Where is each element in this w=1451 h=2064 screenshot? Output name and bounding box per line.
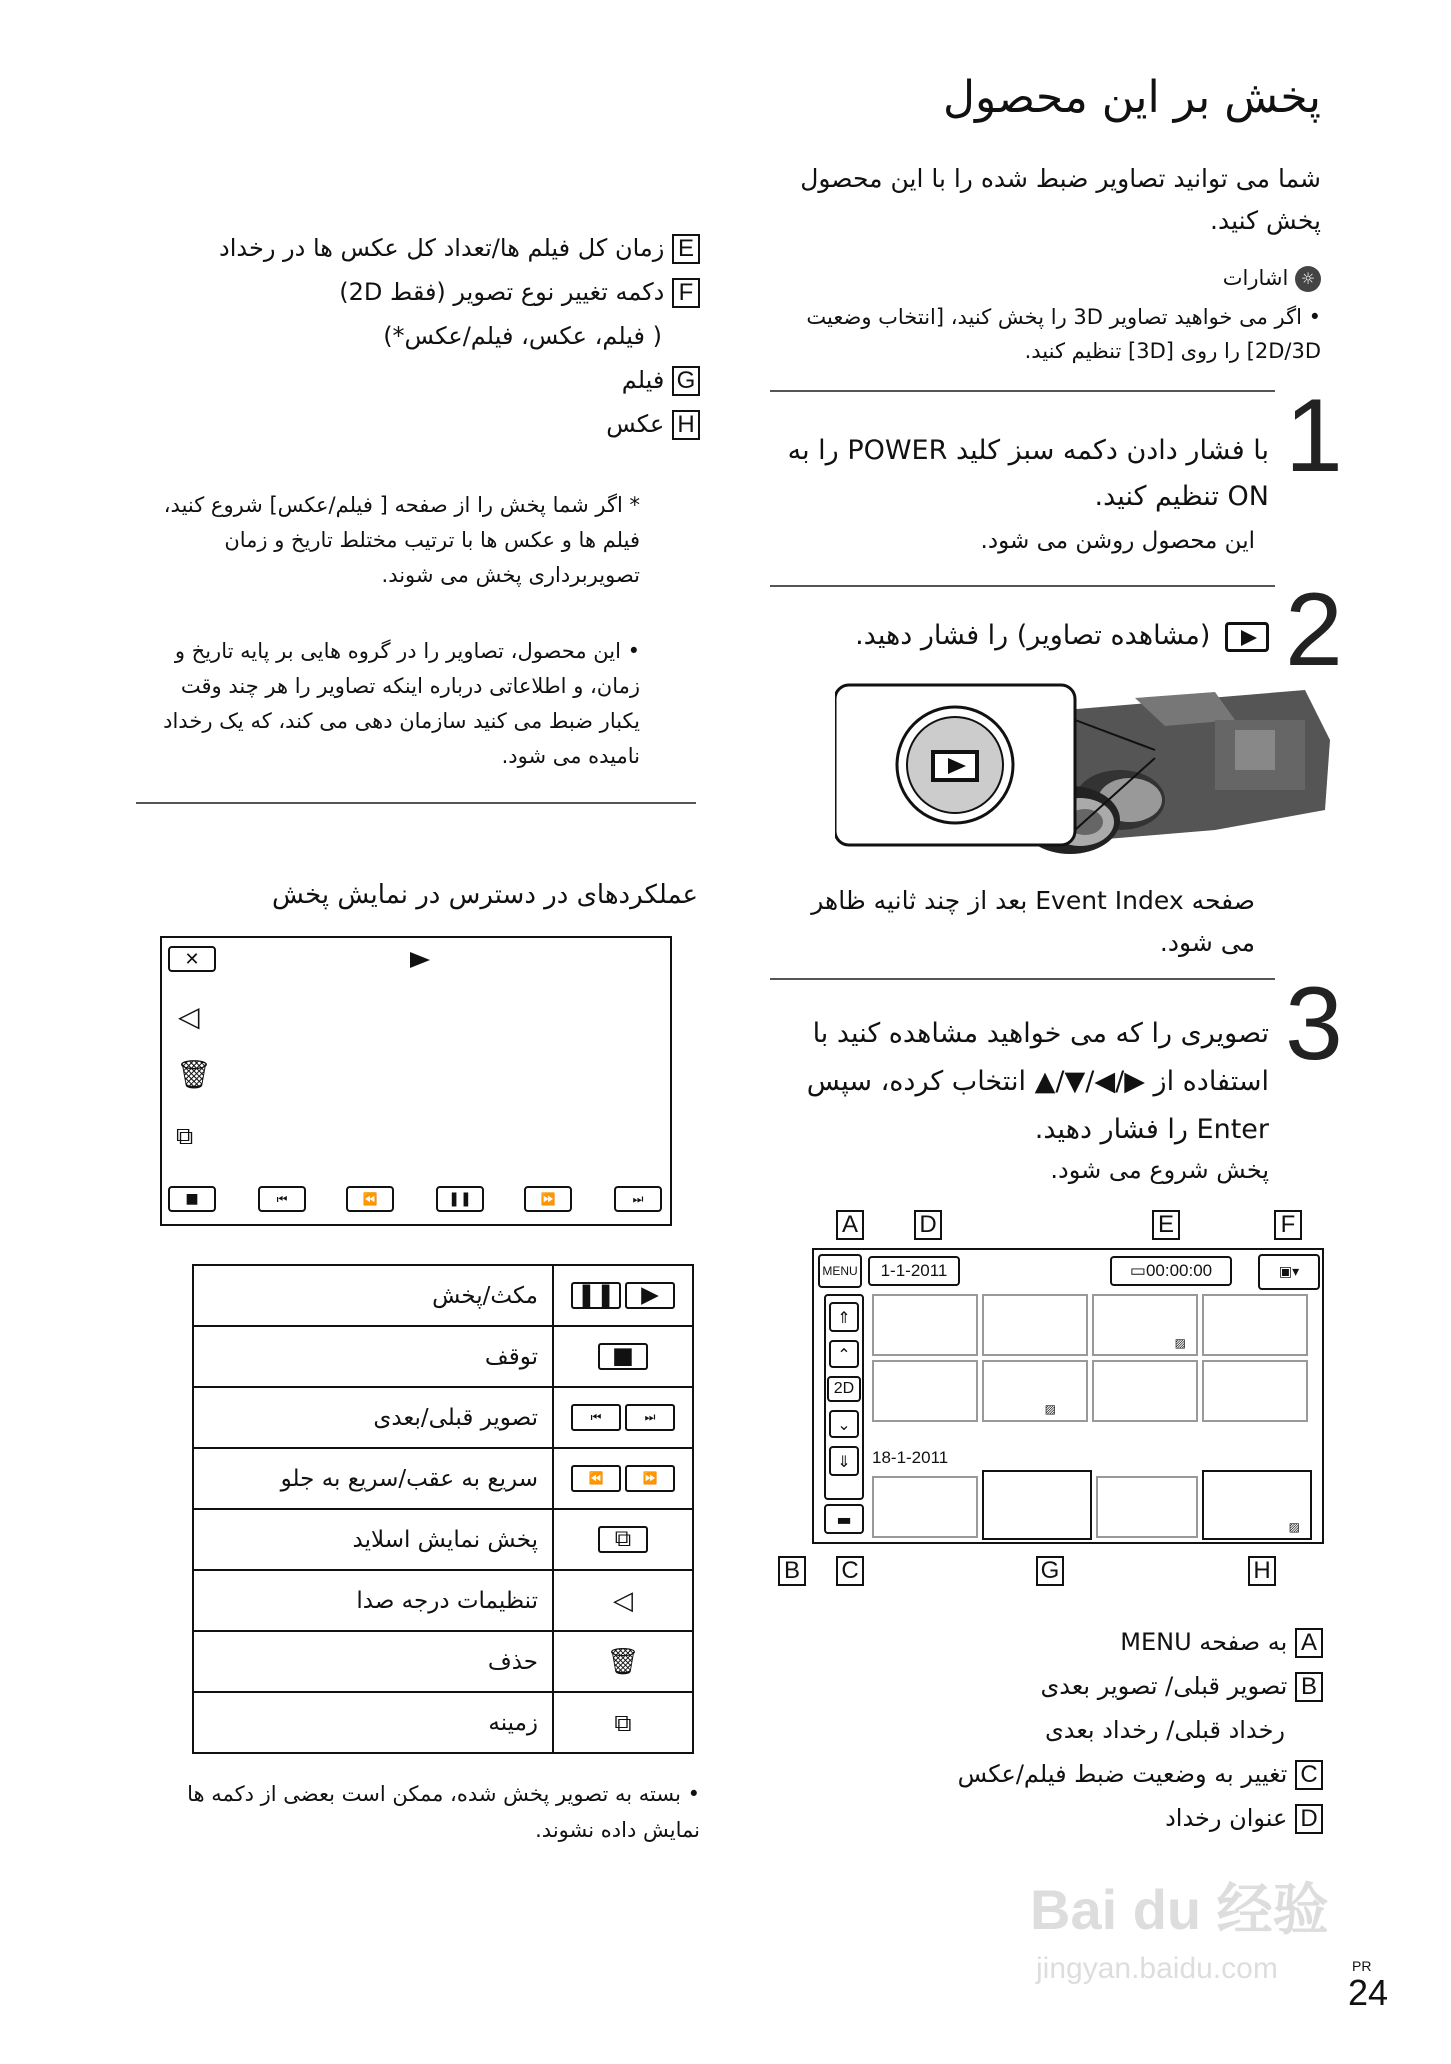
film-photo-icon: ▣▾ [1278, 1264, 1300, 1280]
callout-c: C [836, 1556, 864, 1586]
watermark-url: jingyan.baidu.com [1036, 1952, 1278, 1985]
2d-button[interactable]: 2D [827, 1376, 861, 1402]
prev-button[interactable] [258, 1186, 306, 1212]
photo-icon: ▨ [1288, 1520, 1300, 1534]
total-time [1110, 1256, 1232, 1286]
legend-letter: A [1295, 1628, 1323, 1658]
table-row [193, 1631, 693, 1692]
thumbnail[interactable] [1202, 1294, 1308, 1356]
photo-icon: ▨ [1044, 1402, 1056, 1416]
step2-number: 2 [1285, 572, 1343, 688]
legend-item [803, 1708, 1285, 1752]
step3-number: 3 [1285, 966, 1343, 1082]
pause-icon: ❚❚ [448, 1191, 472, 1207]
page-number: 24 [1348, 1972, 1389, 2013]
legend-letter: D [1295, 1804, 1323, 1834]
step1-number: 1 [1285, 378, 1343, 494]
pause-play-icon: ❚❚ ▶ [553, 1265, 693, 1326]
bullet: • [1301, 305, 1321, 329]
thumbnail[interactable] [1202, 1470, 1312, 1540]
callout-e: E [1152, 1210, 1180, 1240]
callout-b: B [778, 1556, 806, 1586]
table-label: زمینه [193, 1692, 553, 1753]
thumbnail[interactable] [1202, 1360, 1308, 1422]
chevron-down-icon: ⌄ [837, 1414, 851, 1434]
legend-text: تصویر قبلی/ تصویر بعدی [1040, 1672, 1288, 1700]
hint-text: اگر می خواهید تصاویر 3D را پخش کنید، [انتخاب وضعیت 2D/3D] را روی [3D] تنظیم کنید. [806, 305, 1321, 363]
legend-letter: F [672, 278, 700, 308]
legend-item [140, 358, 700, 402]
legend-text: تغییر به وضعیت ضبط فیلم/عکس [957, 1760, 1288, 1788]
prev-image-button[interactable] [829, 1340, 859, 1368]
event-title: 1-1-2011 [868, 1256, 960, 1286]
callout-h: H [1248, 1556, 1276, 1586]
note-text: این محصول، تصاویر را در گروه هایی بر پایه تاریخ و زمان، و اطلاعاتی درباره اینکه تصاویر را هر چند وقت یکبار ضبط می کنید سازمان دهی می کند، که یک رخداد نامیده می شود. [163, 639, 640, 768]
close-button[interactable] [168, 946, 216, 972]
legend-text: عنوان رخداد [1165, 1804, 1288, 1832]
slideshow-icon: ⧉ [553, 1509, 693, 1570]
note-asterisk [150, 488, 640, 593]
volume-icon: ◁ [553, 1570, 693, 1631]
table-label: تنظیمات درجه صدا [193, 1570, 553, 1631]
rewind-button[interactable] [346, 1186, 394, 1212]
prev-event-button[interactable] [829, 1302, 859, 1332]
image-type-button[interactable] [1258, 1254, 1320, 1290]
step2-sub: صفحه Event Index بعد از چند ثانیه ظاهر می شود. [811, 886, 1255, 957]
total-time-value: 00:00:00 [1145, 1261, 1213, 1280]
legend-letter: E [672, 234, 700, 264]
next-image-button[interactable] [829, 1410, 859, 1438]
thumbnail[interactable] [872, 1360, 978, 1422]
note-mark: * [629, 493, 640, 517]
table-label: پخش نمایش اسلاید [193, 1509, 553, 1570]
page-lang: PR [1352, 1958, 1372, 1974]
table-label: سریع به عقب/سریع به جلو [193, 1448, 553, 1509]
film-icon: ▭ [1129, 1261, 1146, 1280]
page-title: پخش بر این محصول [942, 72, 1321, 123]
play-indicator-icon [410, 952, 430, 968]
note-text: اگر شما پخش را از صفحه [ فیلم/عکس] شروع کنید، فیلم ها و عکس ها با ترتیب مختلط تاریخ و زمان تصویربرداری پخش می شوند. [163, 493, 640, 587]
note-bullet [140, 634, 640, 774]
record-mode-button[interactable] [824, 1504, 864, 1534]
volume-icon[interactable]: ◁ [178, 1000, 200, 1033]
functions-table [192, 1264, 694, 1754]
thumbnail[interactable] [982, 1470, 1092, 1540]
rew-ff-icon: ⏪ ⏩ [553, 1448, 693, 1509]
thumbnail[interactable] [982, 1360, 1088, 1422]
callout-g: G [1036, 1556, 1064, 1586]
thumbnail[interactable] [872, 1476, 978, 1538]
event-index-screen [812, 1248, 1324, 1544]
legend-item [140, 270, 700, 314]
stop-icon: ■ [553, 1326, 693, 1387]
thumbnail[interactable] [1092, 1360, 1198, 1422]
table-row [193, 1692, 693, 1753]
legend-text: ( فیلم، عکس، فیلم/عکس*) [383, 322, 662, 350]
step3-text: تصویری را که می خواهید مشاهده کنید با استفاده از ▶/◀/▼/▲ انتخاب کرده، سپس Enter را فشار دهید. [806, 1018, 1269, 1145]
thumbnail[interactable] [1092, 1294, 1198, 1356]
next-icon: ⏭ [632, 1191, 644, 1206]
legend-text: زمان کل فیلم ها/تعداد کل عکس ها در رخداد [219, 234, 665, 262]
playback-button-icon [1225, 622, 1269, 652]
functions-heading: عملکردهای در دسترس در نمایش پخش [271, 880, 698, 910]
table-row [193, 1509, 693, 1570]
next-button[interactable] [614, 1186, 662, 1212]
legend-item [140, 314, 662, 358]
legend-text: به صفحه MENU [1120, 1628, 1288, 1656]
legend-item [803, 1752, 1323, 1796]
legend-letter: B [1295, 1672, 1323, 1702]
menu-button[interactable]: MENU [818, 1254, 862, 1288]
step2-line [749, 620, 1269, 652]
stop-button[interactable] [168, 1186, 216, 1212]
hints-heading-label: اشارات [1222, 266, 1289, 290]
event-date: 18-1-2011 [872, 1448, 949, 1467]
hint-item [791, 300, 1321, 368]
double-chevron-down-icon: ⇓ [837, 1451, 851, 1471]
legend-item [140, 226, 700, 270]
footnote-text: بسته به تصویر پخش شده، ممکن است بعضی از دکمه ها نمایش داده نشوند. [187, 1782, 700, 1842]
table-row [193, 1570, 693, 1631]
lightbulb-icon: ☼ [1295, 266, 1321, 292]
delete-icon[interactable]: 🗑 [176, 1058, 212, 1091]
step1-sub: این محصول روشن می شود. [980, 528, 1255, 554]
bullet: • [680, 1782, 700, 1806]
context-icon: ⧉ [553, 1692, 693, 1753]
legend-text: دکمه تغییر نوع تصویر (فقط 2D) [339, 278, 665, 306]
camera-illustration [835, 680, 1335, 860]
step2-text: (مشاهده تصاویر) را فشار دهید. [855, 620, 1211, 651]
fast-forward-button[interactable] [524, 1186, 572, 1212]
table-label: تصویر قبلی/بعدی [193, 1387, 553, 1448]
table-row [193, 1326, 693, 1387]
pause-button[interactable] [436, 1186, 484, 1212]
table-row [193, 1387, 693, 1448]
legend-item [803, 1796, 1323, 1840]
legend-right [803, 1620, 1323, 1840]
chevron-up-icon: ⌃ [837, 1344, 851, 1364]
legend-text: عکس [606, 410, 665, 438]
legend-item [803, 1620, 1323, 1664]
photo-icon: ▨ [1174, 1336, 1186, 1350]
rewind-icon: ⏪ [362, 1192, 378, 1206]
intro-text: شما می توانید تصاویر ضبط شده را با این محصول پخش کنید. [800, 164, 1321, 235]
callout-f: F [1274, 1210, 1302, 1240]
legend-item [140, 402, 700, 446]
table-label: مکث/پخش [193, 1265, 553, 1326]
watermark-logo: Bai du 经验 [1030, 1878, 1329, 1941]
prev-icon: ⏮ [276, 1191, 288, 1206]
legend-item [803, 1664, 1323, 1708]
hints-heading [1223, 266, 1321, 292]
footnote [140, 1776, 700, 1848]
callout-a: A [836, 1210, 864, 1240]
context-icon[interactable]: ⧉ [176, 1122, 194, 1150]
next-event-button[interactable] [829, 1446, 859, 1476]
table-label: حذف [193, 1631, 553, 1692]
table-label: توقف [193, 1326, 553, 1387]
table-row [193, 1448, 693, 1509]
step1-divider [770, 390, 1275, 392]
close-icon: ✕ [184, 948, 200, 970]
legend-left [140, 226, 700, 446]
step3-divider [770, 978, 1275, 980]
legend-letter: G [672, 366, 700, 396]
step2-divider [770, 585, 1275, 587]
legend-letter: C [1295, 1760, 1323, 1790]
table-row [193, 1265, 693, 1326]
prev-next-icon: ⏮ ⏭ [553, 1387, 693, 1448]
fast-forward-icon: ⏩ [540, 1192, 556, 1206]
double-chevron-up-icon: ⇑ [837, 1307, 851, 1327]
left-divider [136, 802, 696, 804]
thumbnail[interactable] [982, 1294, 1088, 1356]
thumbnail[interactable] [872, 1294, 978, 1356]
playback-screen [160, 936, 672, 1226]
legend-text: فیلم [621, 366, 665, 394]
thumbnail[interactable] [1096, 1476, 1198, 1538]
note-mark: • [627, 639, 640, 663]
stop-icon: ■ [185, 1191, 199, 1207]
camera-icon: ▬ [836, 1509, 852, 1529]
legend-text: رخداد قبلی/ رخداد بعدی [1044, 1716, 1285, 1744]
step3-sub: پخش شروع می شود. [1050, 1156, 1269, 1184]
step1-text: با فشار دادن دکمه سبز کلید POWER را به ON تنظیم کنید. [787, 435, 1269, 512]
delete-icon: 🗑 [553, 1631, 693, 1692]
legend-letter: H [672, 410, 700, 440]
callout-d: D [914, 1210, 942, 1240]
